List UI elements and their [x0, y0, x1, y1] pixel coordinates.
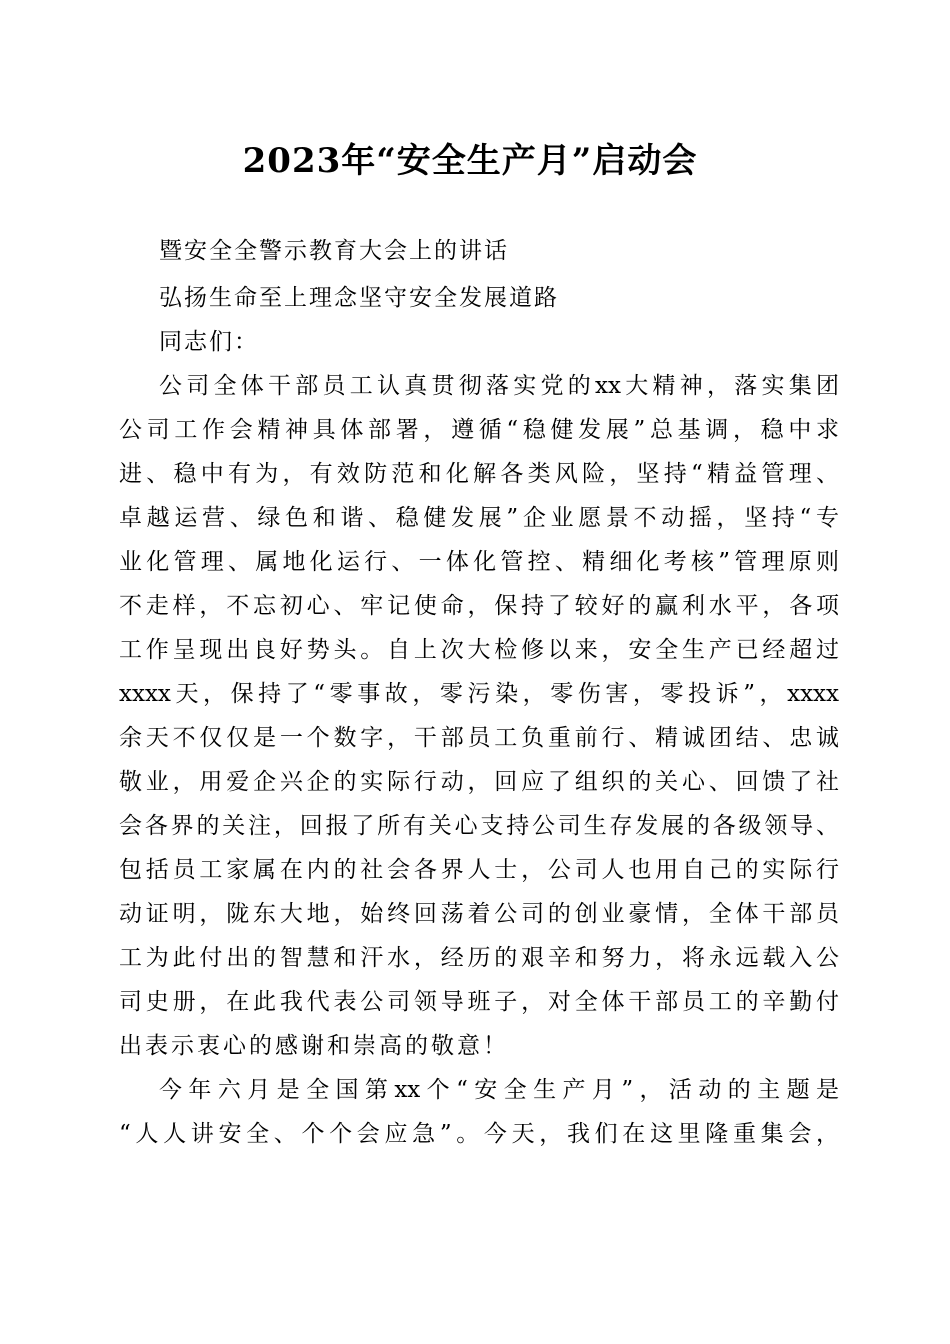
- body-line: “人人讲安全、个个会应急”。今天，我们在这里隆重集会，: [119, 1121, 839, 1147]
- body-line: 公司工作会精神具体部署，遵循“稳健发展”总基调，稳中求: [119, 417, 839, 443]
- body-line: xxxx天，保持了“零事故，零污染，零伤害，零投诉”，xxxx: [119, 681, 839, 707]
- body-line: 司史册，在此我代表公司领导班子，对全体干部员工的辛勤付: [119, 989, 839, 1015]
- body-line: 工作呈现出良好势头。自上次大检修以来，安全生产已经超过: [119, 637, 839, 663]
- body-line: 余天不仅仅是一个数字，干部员工负重前行、精诚团结、忠诚: [119, 725, 839, 751]
- body-line: 出表示衷心的感谢和崇高的敬意！: [119, 1033, 509, 1059]
- body-line: 敬业，用爱企兴企的实际行动，回应了组织的关心、回馈了社: [119, 769, 839, 795]
- body-line: 卓越运营、绿色和谐、稳健发展”企业愿景不动摇，坚持“专: [119, 505, 839, 531]
- salutation: 同志们：: [159, 329, 259, 355]
- body-line: 今年六月是全国第xx个“安全生产月”，活动的主题是: [159, 1077, 839, 1103]
- body-line: 包括员工家属在内的社会各界人士，公司人也用自己的实际行: [119, 857, 839, 883]
- body-line: 不走样，不忘初心、牢记使命，保持了较好的赢利水平，各项: [119, 593, 839, 619]
- body-line: 会各界的关注，回报了所有关心支持公司生存发展的各级领导、: [119, 813, 839, 839]
- body-line: 工为此付出的智慧和汗水，经历的艰辛和努力，将永远载入公: [119, 945, 839, 971]
- body-line: 动证明，陇东大地，始终回荡着公司的创业豪情，全体干部员: [119, 901, 839, 927]
- document-title: 2023年“安全生产月”启动会: [242, 141, 698, 181]
- body-line: 进、稳中有为，有效防范和化解各类风险，坚持“精益管理、: [119, 461, 839, 487]
- body-line: 公司全体干部员工认真贯彻落实党的xx大精神，落实集团: [159, 373, 839, 399]
- subtitle-line-2: 弘扬生命至上理念坚守安全发展道路: [159, 285, 559, 311]
- body-line: 业化管理、属地化运行、一体化管控、精细化考核”管理原则: [119, 549, 839, 575]
- subtitle-line-1: 暨安全全警示教育大会上的讲话: [159, 238, 509, 264]
